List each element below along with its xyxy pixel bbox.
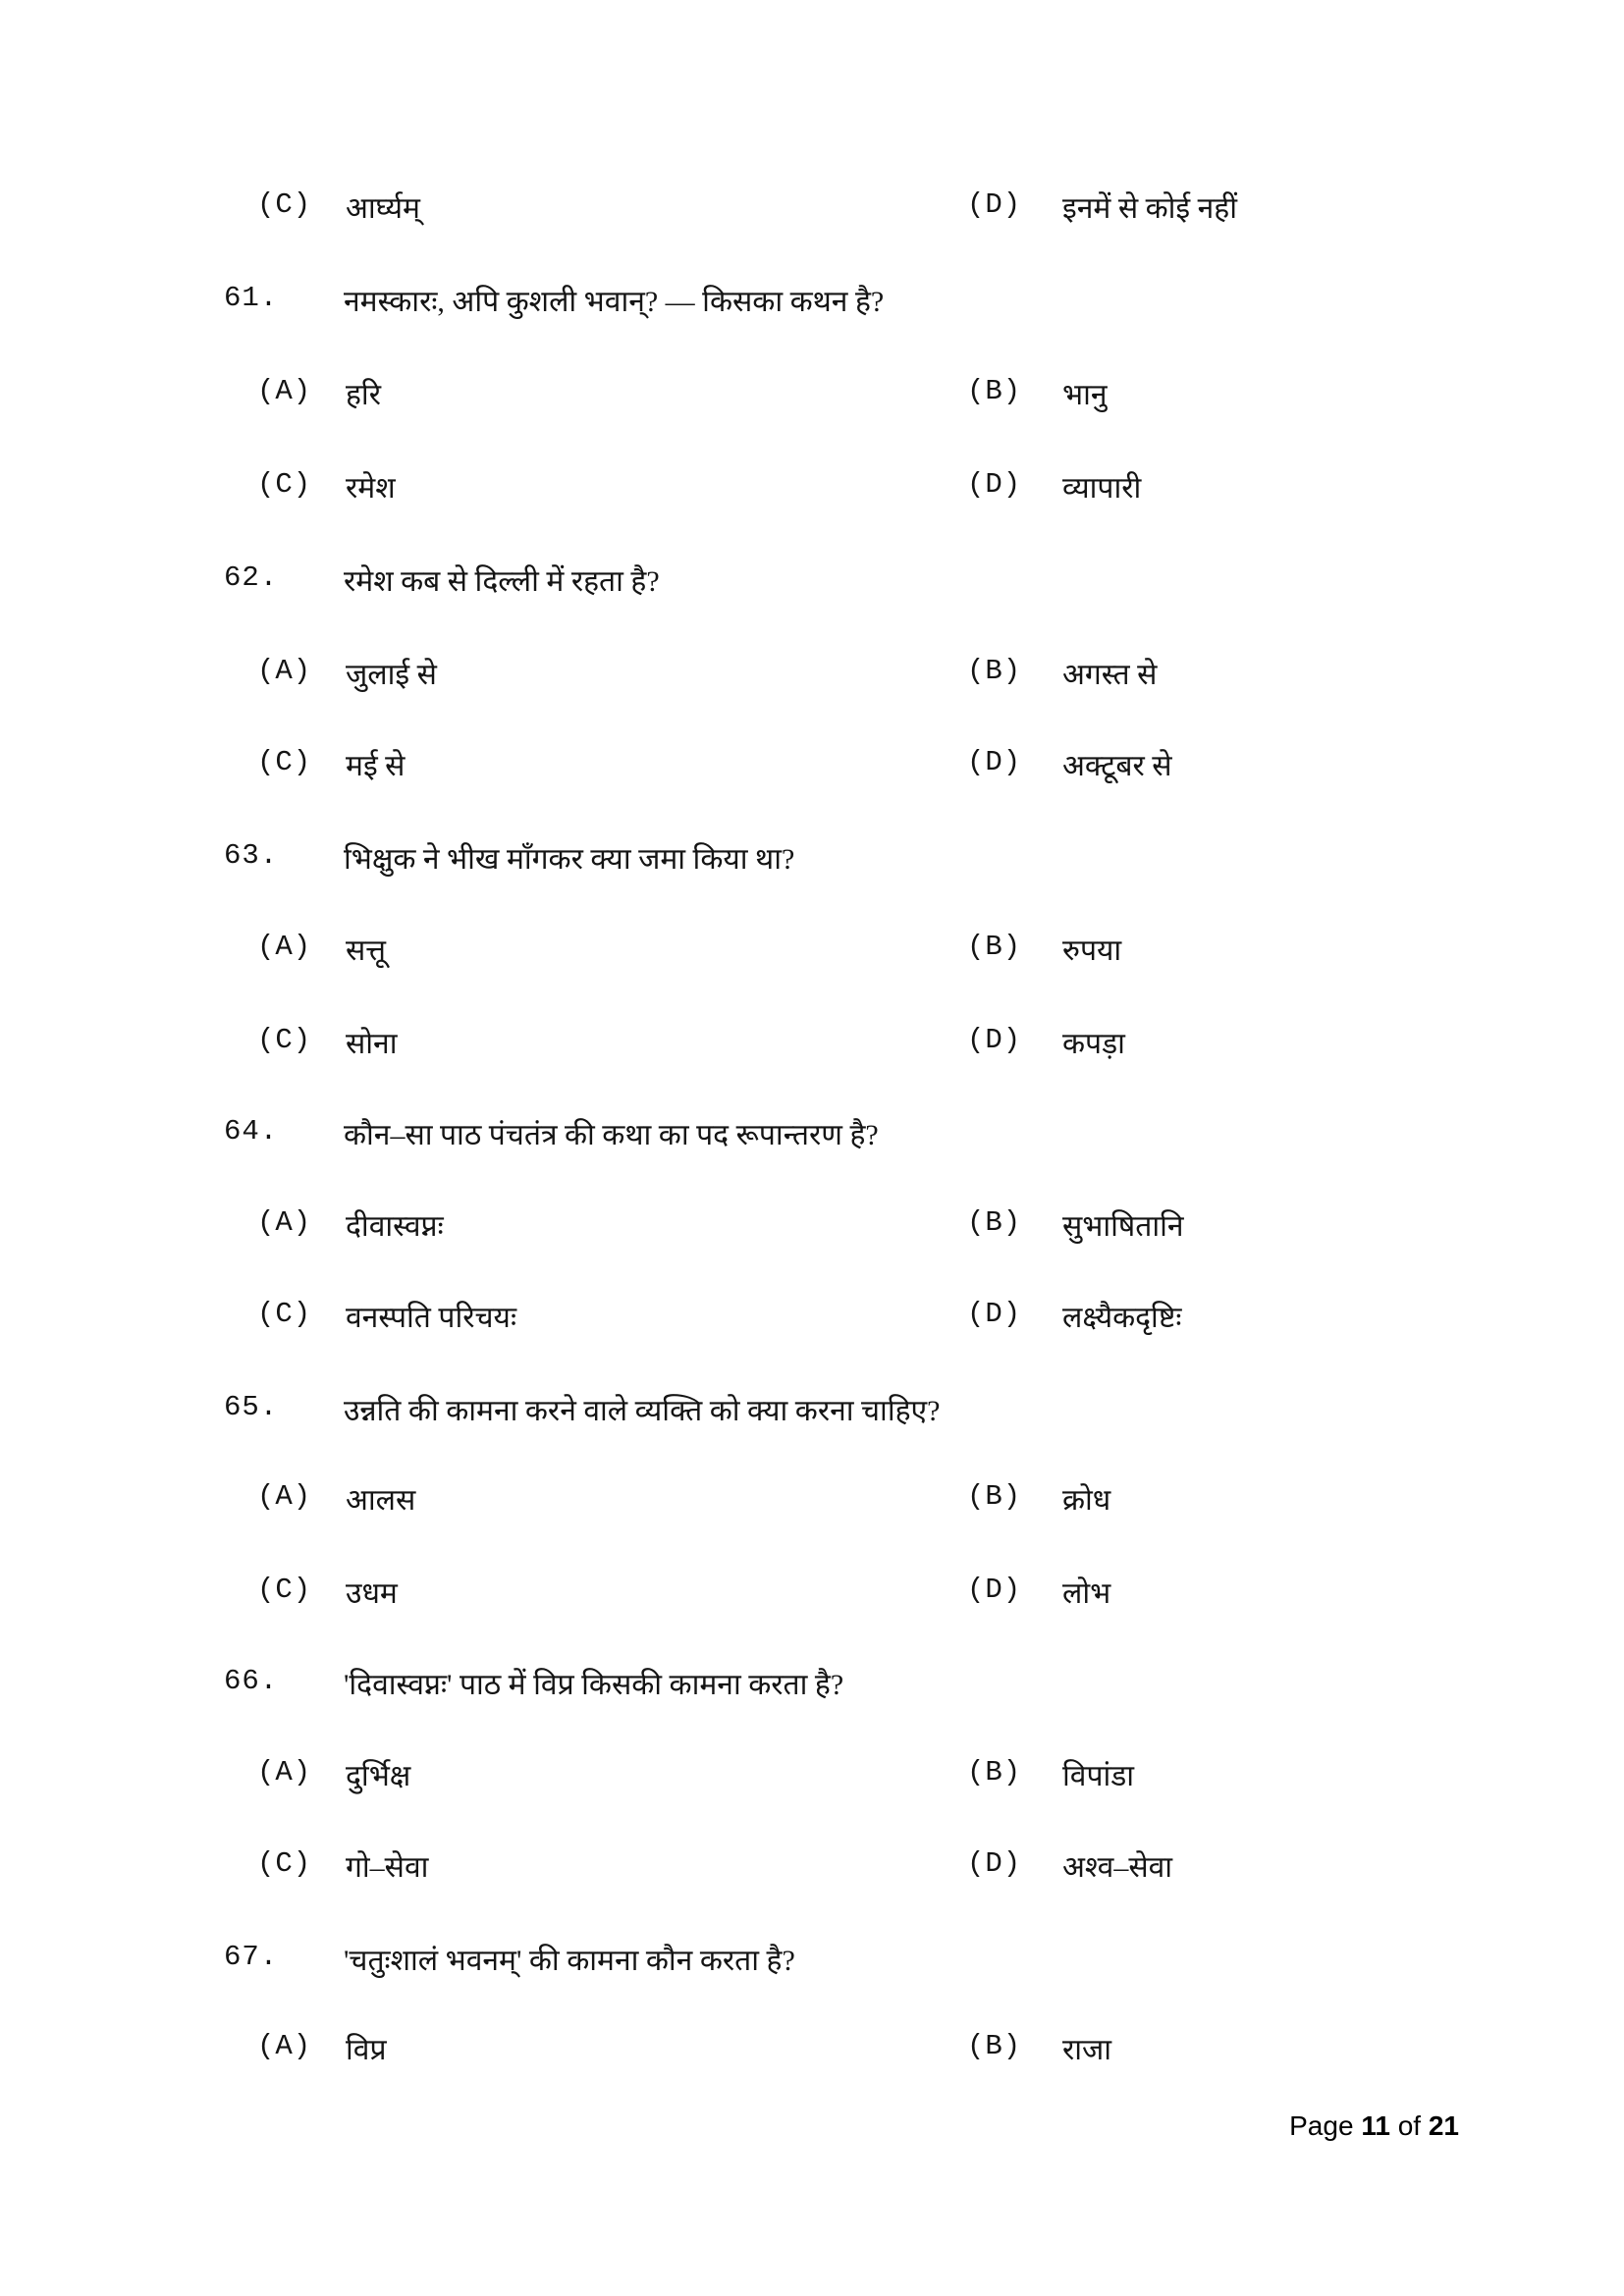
question-number: 67. — [224, 1941, 279, 1973]
option-letter: (B) — [967, 375, 1022, 407]
question-text: भिक्षुक ने भीख माँगकर क्या जमा किया था? — [344, 843, 795, 876]
option-letter: (C) — [257, 1574, 312, 1606]
question-66-stem — [0, 1663, 1624, 1722]
question-66-options-cd — [0, 1845, 1624, 1904]
option-text: लक्ष्यैकदृष्टिः — [1062, 1302, 1182, 1334]
question-number: 64. — [224, 1115, 279, 1148]
option-letter: (A) — [257, 1756, 312, 1789]
option-text: सोना — [346, 1028, 398, 1060]
option-text: वनस्पति परिचयः — [346, 1302, 516, 1334]
question-63-stem — [0, 837, 1624, 896]
option-text: लोभ — [1062, 1577, 1111, 1610]
option-letter: (A) — [257, 2030, 312, 2062]
option-letter: (C) — [257, 1847, 312, 1880]
option-letter: (B) — [967, 1756, 1022, 1789]
option-text: भानु — [1062, 379, 1108, 411]
option-text: गो–सेवा — [346, 1851, 429, 1884]
option-text: विपांडा — [1062, 1760, 1135, 1792]
option-letter: (C) — [257, 188, 312, 221]
question-text: कौन–सा पाठ पंचतंत्र की कथा का पद रूपान्तरण है? — [344, 1119, 879, 1151]
question-text: 'दिवास्वप्नः' पाठ में विप्र किसकी कामना करता है? — [344, 1669, 844, 1701]
question-text: नमस्कारः, अपि कुशली भवान्? –– किसका कथन है? — [344, 286, 885, 318]
option-text: दुर्भिक्ष — [346, 1760, 411, 1792]
question-number: 62. — [224, 561, 279, 594]
option-text: उधम — [346, 1577, 398, 1610]
footer-page-word: Page — [1289, 2110, 1354, 2141]
option-text: आलस — [346, 1484, 416, 1517]
footer-page-number: 11 — [1361, 2110, 1390, 2141]
option-letter: (D) — [967, 188, 1022, 221]
option-letter: (A) — [257, 1206, 312, 1239]
option-letter: (D) — [967, 1847, 1022, 1880]
option-text: सत्तू — [346, 934, 387, 967]
question-65-stem — [0, 1389, 1624, 1448]
question-66-options-ab — [0, 1754, 1624, 1813]
option-text: अक्टूबर से — [1062, 750, 1172, 782]
option-text: रुपया — [1062, 934, 1122, 967]
question-63-options-cd — [0, 1022, 1624, 1081]
option-letter: (D) — [967, 1298, 1022, 1330]
option-text: रमेश — [346, 472, 396, 505]
option-letter: (C) — [257, 468, 312, 501]
question-62-options-cd — [0, 744, 1624, 803]
option-letter: (D) — [967, 1574, 1022, 1606]
question-65-options-ab — [0, 1478, 1624, 1537]
question-63-options-ab — [0, 929, 1624, 988]
option-letter: (C) — [257, 1024, 312, 1056]
option-letter: (C) — [257, 1298, 312, 1330]
option-letter: (B) — [967, 2030, 1022, 2062]
option-letter: (A) — [257, 655, 312, 687]
option-text: इनमें से कोई नहीं — [1062, 192, 1237, 225]
option-text: राजा — [1062, 2034, 1112, 2066]
option-letter: (D) — [967, 1024, 1022, 1056]
question-64-stem — [0, 1113, 1624, 1172]
option-text: मई से — [346, 750, 406, 782]
option-text: सुभाषितानि — [1062, 1210, 1184, 1243]
question-text: रमेश कब से दिल्ली में रहता है? — [344, 565, 660, 598]
option-letter: (D) — [967, 468, 1022, 501]
question-text: 'चतुःशालं भवनम्' की कामना कौन करता है? — [344, 1945, 795, 1977]
question-67-options-ab — [0, 2028, 1624, 2087]
option-letter: (B) — [967, 931, 1022, 963]
option-letter: (B) — [967, 1480, 1022, 1513]
option-letter: (B) — [967, 1206, 1022, 1239]
option-text: हरि — [346, 379, 381, 411]
option-letter: (C) — [257, 746, 312, 778]
option-text: क्रोध — [1062, 1484, 1111, 1517]
option-letter: (A) — [257, 1480, 312, 1513]
question-64-options-ab — [0, 1204, 1624, 1263]
option-text: विप्र — [346, 2034, 387, 2066]
option-text: आर्घ्यम् — [346, 192, 420, 225]
option-text: कपड़ा — [1062, 1028, 1125, 1060]
question-62-options-ab — [0, 653, 1624, 712]
question-61-options-ab — [0, 373, 1624, 432]
option-letter: (A) — [257, 375, 312, 407]
option-letter: (D) — [967, 746, 1022, 778]
footer-total-pages: 21 — [1428, 2110, 1459, 2141]
option-letter: (B) — [967, 655, 1022, 687]
option-letter: (A) — [257, 931, 312, 963]
option-text: अगस्त से — [1062, 659, 1158, 691]
question-number: 65. — [224, 1391, 279, 1423]
question-62-stem — [0, 560, 1624, 618]
question-number: 61. — [224, 282, 279, 314]
question-61-options-cd — [0, 466, 1624, 525]
option-text: जुलाई से — [346, 659, 437, 691]
question-65-options-cd — [0, 1572, 1624, 1630]
question-61-stem — [0, 280, 1624, 339]
question-text: उन्नति की कामना करने वाले व्यक्ति को क्या करना चाहिए? — [344, 1395, 941, 1427]
question-67-stem — [0, 1939, 1624, 1998]
question-number: 63. — [224, 839, 279, 872]
question-number: 66. — [224, 1665, 279, 1697]
footer-of-word: of — [1397, 2110, 1422, 2141]
options-row-carryover — [0, 187, 1624, 245]
option-text: दीवास्वप्नः — [346, 1210, 444, 1243]
question-64-options-cd — [0, 1296, 1624, 1355]
page-footer — [1289, 2110, 1459, 2142]
option-text: व्यापारी — [1062, 472, 1142, 505]
option-text: अश्व–सेवा — [1062, 1851, 1173, 1884]
